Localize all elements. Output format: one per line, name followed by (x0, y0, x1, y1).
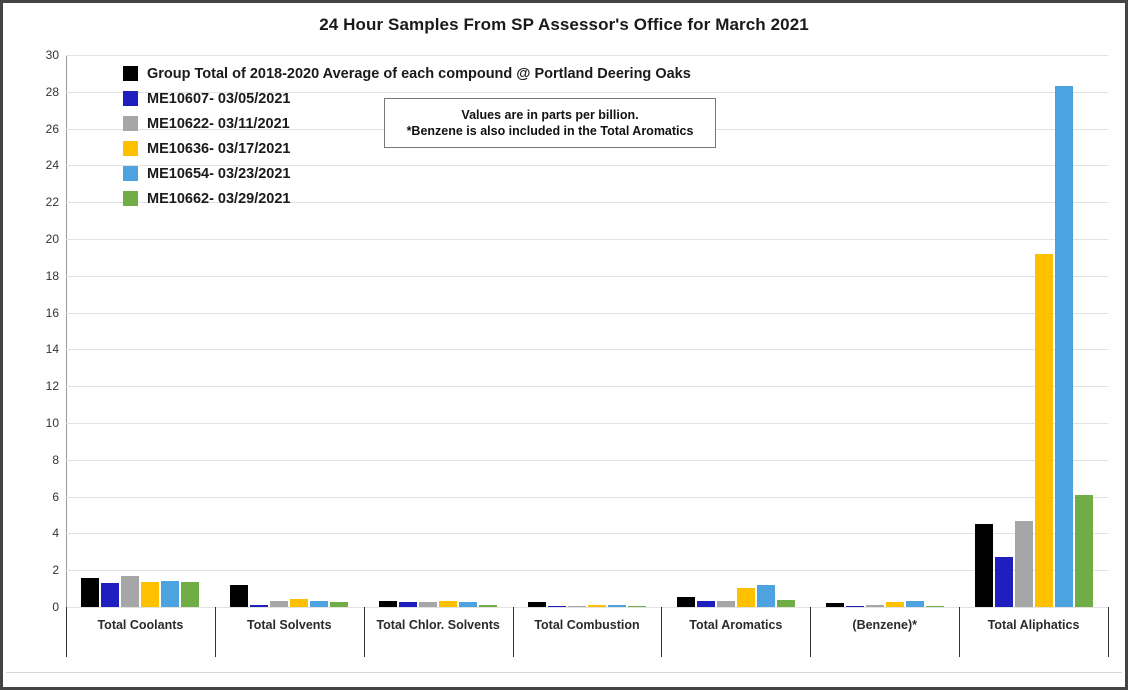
bar[interactable] (230, 585, 248, 607)
y-axis-tick-label: 18 (45, 268, 59, 283)
y-axis-tick-label: 26 (45, 121, 59, 136)
bar[interactable] (330, 602, 348, 607)
legend-swatch-icon (123, 116, 138, 131)
bar[interactable] (906, 601, 924, 607)
x-axis-category-label: Total Solvents (247, 618, 332, 632)
y-axis-tick-label: 2 (52, 563, 59, 578)
category-separator (215, 607, 216, 657)
category-separator (661, 607, 662, 657)
bar-group (959, 55, 1108, 607)
category-separator (959, 607, 960, 657)
bar[interactable] (846, 606, 864, 607)
bar[interactable] (1015, 521, 1033, 607)
note-line-2: *Benzene is also included in the Total Aromatics (406, 124, 694, 138)
category-separator (66, 607, 67, 657)
bar[interactable] (717, 601, 735, 607)
bar[interactable] (250, 605, 268, 607)
category-separator (513, 607, 514, 657)
chart-title: 24 Hour Samples From SP Assessor's Office for March 2021 (319, 15, 809, 34)
bottom-strip (6, 672, 1122, 687)
x-axis-category-label: Total Aromatics (689, 618, 783, 632)
bar[interactable] (399, 602, 417, 607)
bar[interactable] (479, 605, 497, 607)
bar[interactable] (290, 599, 308, 607)
legend-swatch-icon (123, 66, 138, 81)
bar[interactable] (121, 576, 139, 607)
bar[interactable] (1075, 495, 1093, 607)
legend-swatch-icon (123, 166, 138, 181)
y-axis-tick-label: 6 (52, 489, 59, 504)
bar[interactable] (528, 602, 546, 607)
bar[interactable] (1055, 86, 1073, 607)
y-axis-tick-label: 4 (52, 526, 59, 541)
y-axis-tick-label: 8 (52, 452, 59, 467)
bar[interactable] (270, 601, 288, 607)
bar[interactable] (141, 582, 159, 607)
legend-item[interactable] (123, 61, 691, 86)
bar[interactable] (101, 583, 119, 607)
legend-swatch-icon (123, 191, 138, 206)
bar[interactable] (310, 601, 328, 607)
y-axis-tick-label: 14 (45, 342, 59, 357)
category-separator (810, 607, 811, 657)
y-axis-tick-label: 24 (45, 158, 59, 173)
legend-swatch-icon (123, 91, 138, 106)
legend-item-label: ME10654- 03/23/2021 (147, 165, 291, 182)
legend-item-label: Group Total of 2018-2020 Average of each compound @ Portland Deering Oaks (147, 65, 691, 82)
bar[interactable] (975, 524, 993, 607)
bar[interactable] (181, 582, 199, 607)
bar[interactable] (677, 597, 695, 607)
note-box (384, 98, 716, 148)
y-axis-tick-label: 30 (45, 48, 59, 62)
bar[interactable] (379, 601, 397, 607)
x-axis-category-label: Total Combustion (534, 618, 640, 632)
x-axis-category-label: Total Chlor. Solvents (376, 618, 500, 632)
legend-item-label: ME10622- 03/11/2021 (147, 115, 290, 132)
bar[interactable] (588, 605, 606, 607)
y-axis-tick-label: 28 (45, 84, 59, 99)
y-axis-tick-label: 22 (45, 195, 59, 210)
x-axis-category-label: Total Coolants (97, 618, 184, 632)
bar[interactable] (1035, 254, 1053, 607)
bar[interactable] (161, 581, 179, 607)
legend-item[interactable] (123, 186, 691, 211)
x-axis-category-label: (Benzene)* (852, 618, 917, 632)
y-axis-tick-label: 16 (45, 305, 59, 320)
bar[interactable] (459, 602, 477, 607)
bar[interactable] (608, 605, 626, 607)
legend-item-label: ME10662- 03/29/2021 (147, 190, 291, 207)
bar[interactable] (886, 602, 904, 607)
gridline (66, 607, 1108, 608)
bar[interactable] (419, 602, 437, 607)
bar[interactable] (439, 601, 457, 607)
category-separator (1108, 607, 1109, 657)
bar-group (810, 55, 959, 607)
bar[interactable] (81, 578, 99, 607)
bar[interactable] (548, 606, 566, 607)
bar[interactable] (757, 585, 775, 607)
y-axis-tick-label: 0 (52, 600, 59, 614)
bar[interactable] (926, 606, 944, 607)
note-line-1: Values are in parts per billion. (461, 108, 639, 122)
bar[interactable] (628, 606, 646, 607)
x-axis-category-label: Total Aliphatics (987, 618, 1080, 632)
bar[interactable] (777, 600, 795, 607)
bar[interactable] (697, 601, 715, 607)
legend-item[interactable] (123, 161, 691, 186)
bar[interactable] (737, 588, 755, 607)
y-axis-tick-label: 12 (45, 379, 59, 394)
bar[interactable] (866, 605, 884, 607)
legend-item-label: ME10636- 03/17/2021 (147, 140, 291, 157)
bar[interactable] (826, 603, 844, 607)
legend-item-label: ME10607- 03/05/2021 (147, 90, 291, 107)
legend-swatch-icon (123, 141, 138, 156)
bar[interactable] (568, 606, 586, 607)
category-separator (364, 607, 365, 657)
bar[interactable] (995, 557, 1013, 607)
y-axis-tick-label: 10 (45, 416, 59, 430)
y-axis-tick-label: 20 (45, 232, 59, 246)
